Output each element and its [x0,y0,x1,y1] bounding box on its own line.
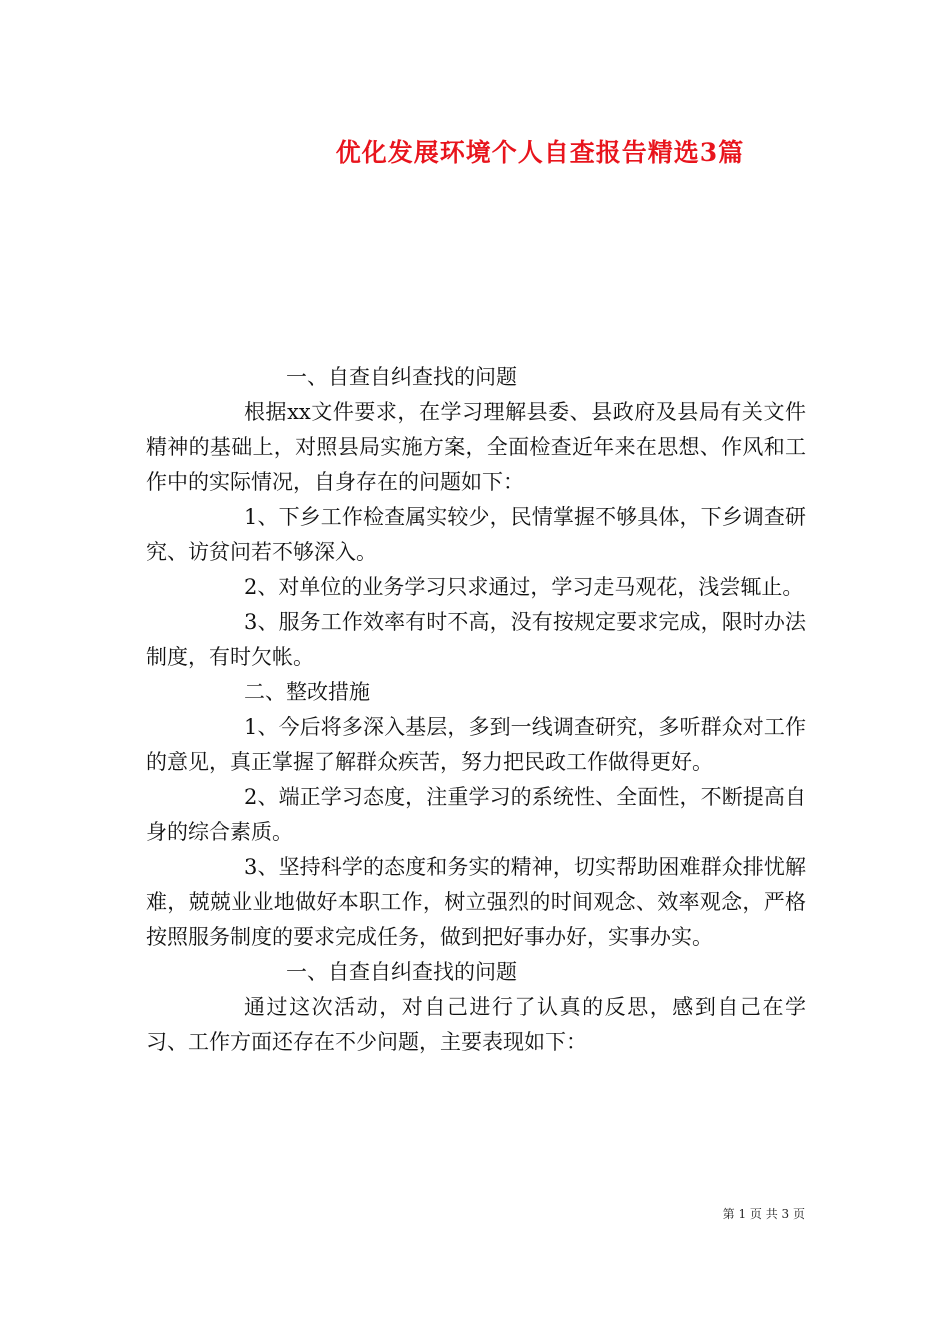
paragraph-3: 1、下乡工作检查属实较少，民情掌握不够具体，下乡调查研究、访贫问若不够深入。 [146,505,806,564]
document-body [146,360,806,1060]
page-number: 第 1 页 共 3 页 [722,1207,805,1221]
paragraph-5: 3、服务工作效率有时不高，没有按规定要求完成，限时办法制度，有时欠帐。 [146,610,806,669]
paragraph-10: 一、自查自纠查找的问题 [286,960,517,984]
paragraph-1: 一、自查自纠查找的问题 [286,365,517,389]
paragraph-4: 2、对单位的业务学习只求通过，学习走马观花，浅尝辄止。 [244,575,804,599]
paragraph-11: 通过这次活动，对自己进行了认真的反思，感到自己在学习、工作方面还存在不少问题，主要表现如下： [146,995,806,1054]
paragraph-9: 3、坚持科学的态度和务实的精神，切实帮助困难群众排忧解难，兢兢业业地做好本职工作，树立强烈的时间观念、效率观念，严格按照服务制度的要求完成任务，做到把好事办好，实事办实。 [146,855,806,949]
paragraph-6: 二、整改措施 [244,680,370,704]
paragraph-2: 根据xx文件要求，在学习理解县委、县政府及县局有关文件精神的基础上，对照县局实施方案，全面检查近年来在思想、作风和工作中的实际情况，自身存在的问题如下： [146,400,806,494]
document-title: 优化发展环境个人自查报告精选3篇 [335,138,745,167]
paragraph-7: 1、今后将多深入基层，多到一线调查研究，多听群众对工作的意见，真正掌握了解群众疾苦，努力把民政工作做得更好。 [146,715,806,774]
paragraph-8: 2、端正学习态度，注重学习的系统性、全面性，不断提高自身的综合素质。 [146,785,806,844]
